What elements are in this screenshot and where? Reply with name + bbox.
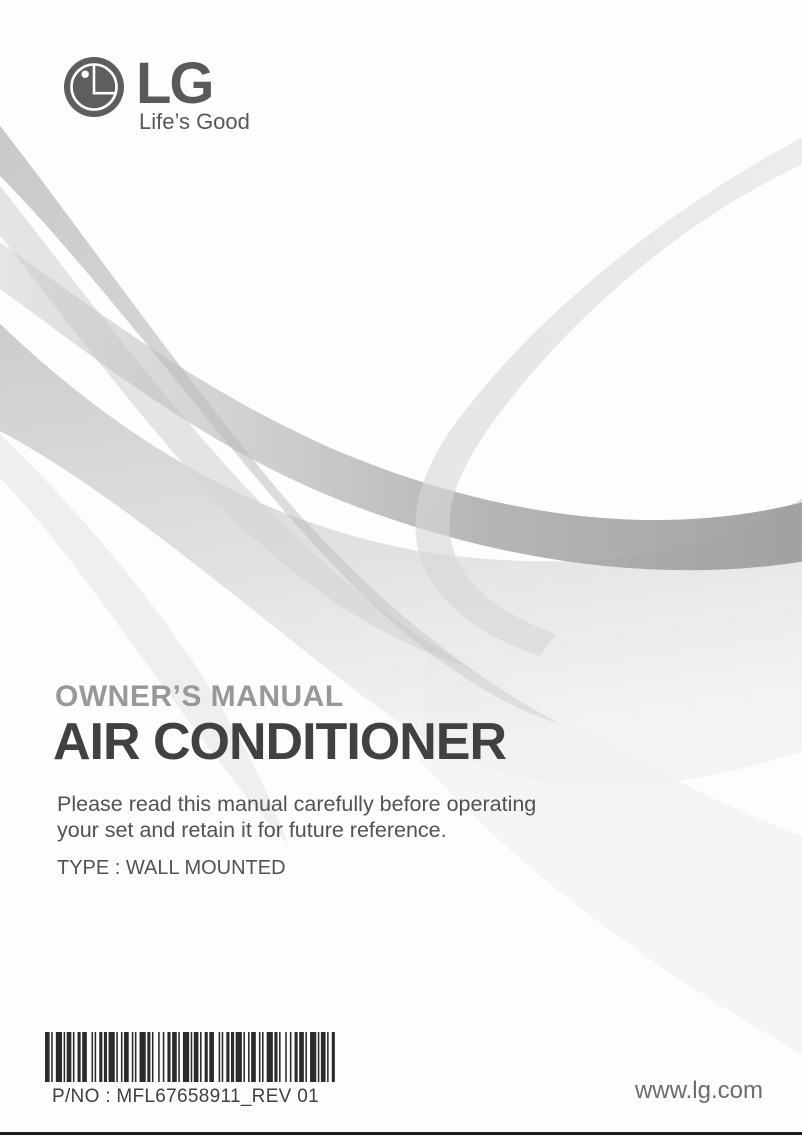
barcode-icon	[45, 1032, 335, 1082]
manual-type-label: OWNER’S MANUAL	[55, 680, 344, 713]
lg-logo	[64, 51, 324, 137]
part-number-text: P/NO : MFL67658911_REV 01	[52, 1086, 319, 1107]
mount-type-label: TYPE : WALL MOUNTED	[57, 857, 286, 879]
lg-face-icon	[64, 57, 124, 117]
lg-tagline: Life’s Good	[139, 109, 250, 134]
website-text: www.lg.com	[634, 1077, 763, 1104]
notice-line-2: your set and retain it for future reference.	[57, 818, 447, 842]
notice-line-1: Please read this manual carefully before operating	[57, 792, 537, 816]
page-bottom-edge	[0, 1132, 802, 1135]
notice-text	[57, 791, 536, 843]
barcode-bars	[45, 1032, 335, 1082]
product-title: AIR CONDITIONER	[53, 713, 506, 771]
lg-wordmark: LG	[136, 51, 213, 116]
